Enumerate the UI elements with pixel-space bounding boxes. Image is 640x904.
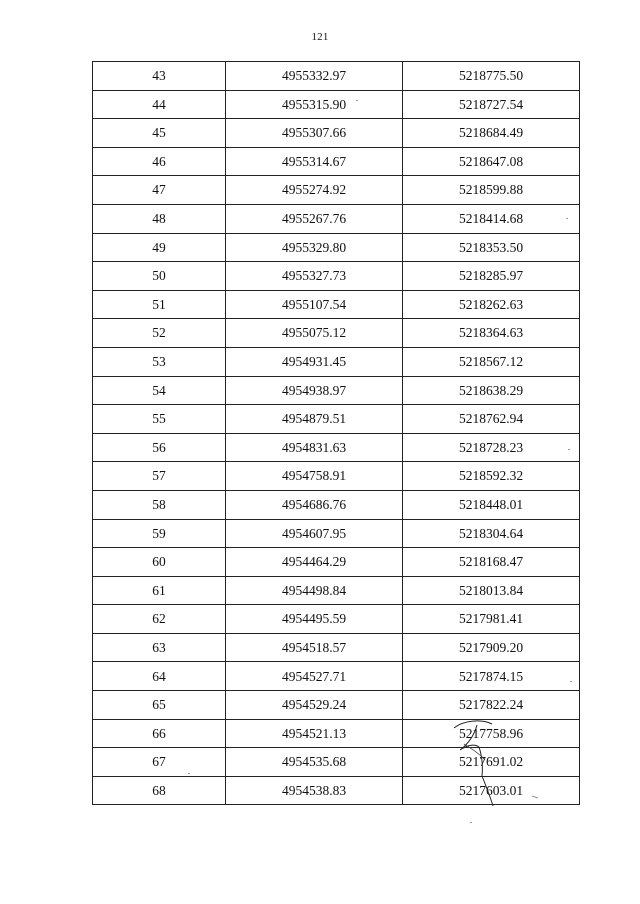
point-number-cell: 68 <box>93 776 226 805</box>
table-row <box>93 576 580 605</box>
x-coordinate-cell: 4954538.83 <box>226 776 403 805</box>
x-coordinate-cell: 4955332.97 <box>226 62 403 91</box>
y-coordinate-cell: 5217691.02 <box>403 748 580 777</box>
x-coordinate-cell: 4954518.57 <box>226 633 403 662</box>
scan-speck <box>566 218 568 219</box>
coordinates-table-body <box>93 62 580 805</box>
x-coordinate-cell: 4954535.68 <box>226 748 403 777</box>
y-coordinate-cell: 5218304.64 <box>403 519 580 548</box>
point-number-cell: 64 <box>93 662 226 691</box>
y-coordinate-cell: 5218448.01 <box>403 490 580 519</box>
x-coordinate-cell: 4955075.12 <box>226 319 403 348</box>
x-coordinate-cell: 4955327.73 <box>226 262 403 291</box>
y-coordinate-cell: 5218684.49 <box>403 119 580 148</box>
point-number-cell: 47 <box>93 176 226 205</box>
x-coordinate-cell: 4954529.24 <box>226 691 403 720</box>
y-coordinate-cell: 5218599.88 <box>403 176 580 205</box>
scan-speck <box>470 822 472 823</box>
point-number-cell: 50 <box>93 262 226 291</box>
x-coordinate-cell: 4954686.76 <box>226 490 403 519</box>
scan-speck <box>188 773 190 774</box>
x-coordinate-cell: 4954495.59 <box>226 605 403 634</box>
table-row <box>93 233 580 262</box>
table-row <box>93 548 580 577</box>
point-number-cell: 59 <box>93 519 226 548</box>
x-coordinate-cell: 4955274.92 <box>226 176 403 205</box>
x-coordinate-cell: 4954831.63 <box>226 433 403 462</box>
y-coordinate-cell: 5217874.15 <box>403 662 580 691</box>
point-number-cell: 57 <box>93 462 226 491</box>
table-row <box>93 519 580 548</box>
y-coordinate-cell: 5218567.12 <box>403 347 580 376</box>
scan-speck <box>356 100 358 101</box>
point-number-cell: 63 <box>93 633 226 662</box>
y-coordinate-cell: 5217822.24 <box>403 691 580 720</box>
point-number-cell: 67 <box>93 748 226 777</box>
y-coordinate-cell: 5218592.32 <box>403 462 580 491</box>
x-coordinate-cell: 4954931.45 <box>226 347 403 376</box>
y-coordinate-cell: 5218353.50 <box>403 233 580 262</box>
y-coordinate-cell: 5218775.50 <box>403 62 580 91</box>
table-row <box>93 319 580 348</box>
table-row <box>93 490 580 519</box>
y-coordinate-cell: 5218762.94 <box>403 405 580 434</box>
y-coordinate-cell: 5217603.01 <box>403 776 580 805</box>
table-row <box>93 691 580 720</box>
y-coordinate-cell: 5218728.23 <box>403 433 580 462</box>
table-row <box>93 633 580 662</box>
table-row <box>93 62 580 91</box>
y-coordinate-cell: 5218285.97 <box>403 262 580 291</box>
y-coordinate-cell: 5218414.68 <box>403 204 580 233</box>
point-number-cell: 66 <box>93 719 226 748</box>
point-number-cell: 48 <box>93 204 226 233</box>
y-coordinate-cell: 5218647.08 <box>403 147 580 176</box>
x-coordinate-cell: 4954521.13 <box>226 719 403 748</box>
y-coordinate-cell: 5218013.84 <box>403 576 580 605</box>
point-number-cell: 52 <box>93 319 226 348</box>
table-row <box>93 204 580 233</box>
y-coordinate-cell: 5217758.96 <box>403 719 580 748</box>
x-coordinate-cell: 4955107.54 <box>226 290 403 319</box>
table-row <box>93 376 580 405</box>
point-number-cell: 53 <box>93 347 226 376</box>
scan-speck <box>570 681 572 682</box>
y-coordinate-cell: 5218727.54 <box>403 90 580 119</box>
x-coordinate-cell: 4955307.66 <box>226 119 403 148</box>
point-number-cell: 62 <box>93 605 226 634</box>
point-number-cell: 45 <box>93 119 226 148</box>
table-row <box>93 262 580 291</box>
table-row <box>93 90 580 119</box>
y-coordinate-cell: 5217981.41 <box>403 605 580 634</box>
point-number-cell: 65 <box>93 691 226 720</box>
table-row <box>93 462 580 491</box>
point-number-cell: 46 <box>93 147 226 176</box>
point-number-cell: 58 <box>93 490 226 519</box>
table-row <box>93 605 580 634</box>
page-number: 121 <box>311 31 329 43</box>
point-number-cell: 56 <box>93 433 226 462</box>
x-coordinate-cell: 4954879.51 <box>226 405 403 434</box>
table-row <box>93 776 580 805</box>
point-number-cell: 49 <box>93 233 226 262</box>
y-coordinate-cell: 5218364.63 <box>403 319 580 348</box>
point-number-cell: 61 <box>93 576 226 605</box>
table-row <box>93 290 580 319</box>
y-coordinate-cell: 5217909.20 <box>403 633 580 662</box>
point-number-cell: 55 <box>93 405 226 434</box>
point-number-cell: 51 <box>93 290 226 319</box>
point-number-cell: 54 <box>93 376 226 405</box>
point-number-cell: 43 <box>93 62 226 91</box>
y-coordinate-cell: 5218168.47 <box>403 548 580 577</box>
y-coordinate-cell: 5218638.29 <box>403 376 580 405</box>
table-row <box>93 662 580 691</box>
table-row <box>93 176 580 205</box>
table-row <box>93 347 580 376</box>
x-coordinate-cell: 4954938.97 <box>226 376 403 405</box>
x-coordinate-cell: 4955314.67 <box>226 147 403 176</box>
x-coordinate-cell: 4954498.84 <box>226 576 403 605</box>
table-row <box>93 748 580 777</box>
x-coordinate-cell: 4954758.91 <box>226 462 403 491</box>
x-coordinate-cell: 4955315.90 <box>226 90 403 119</box>
scan-speck <box>568 449 570 450</box>
table-row <box>93 433 580 462</box>
coordinates-table <box>92 61 580 805</box>
x-coordinate-cell: 4954607.95 <box>226 519 403 548</box>
table-row <box>93 405 580 434</box>
x-coordinate-cell: 4955329.80 <box>226 233 403 262</box>
table-row <box>93 719 580 748</box>
x-coordinate-cell: 4954527.71 <box>226 662 403 691</box>
table-row <box>93 119 580 148</box>
y-coordinate-cell: 5218262.63 <box>403 290 580 319</box>
x-coordinate-cell: 4954464.29 <box>226 548 403 577</box>
x-coordinate-cell: 4955267.76 <box>226 204 403 233</box>
point-number-cell: 44 <box>93 90 226 119</box>
table-row <box>93 147 580 176</box>
point-number-cell: 60 <box>93 548 226 577</box>
